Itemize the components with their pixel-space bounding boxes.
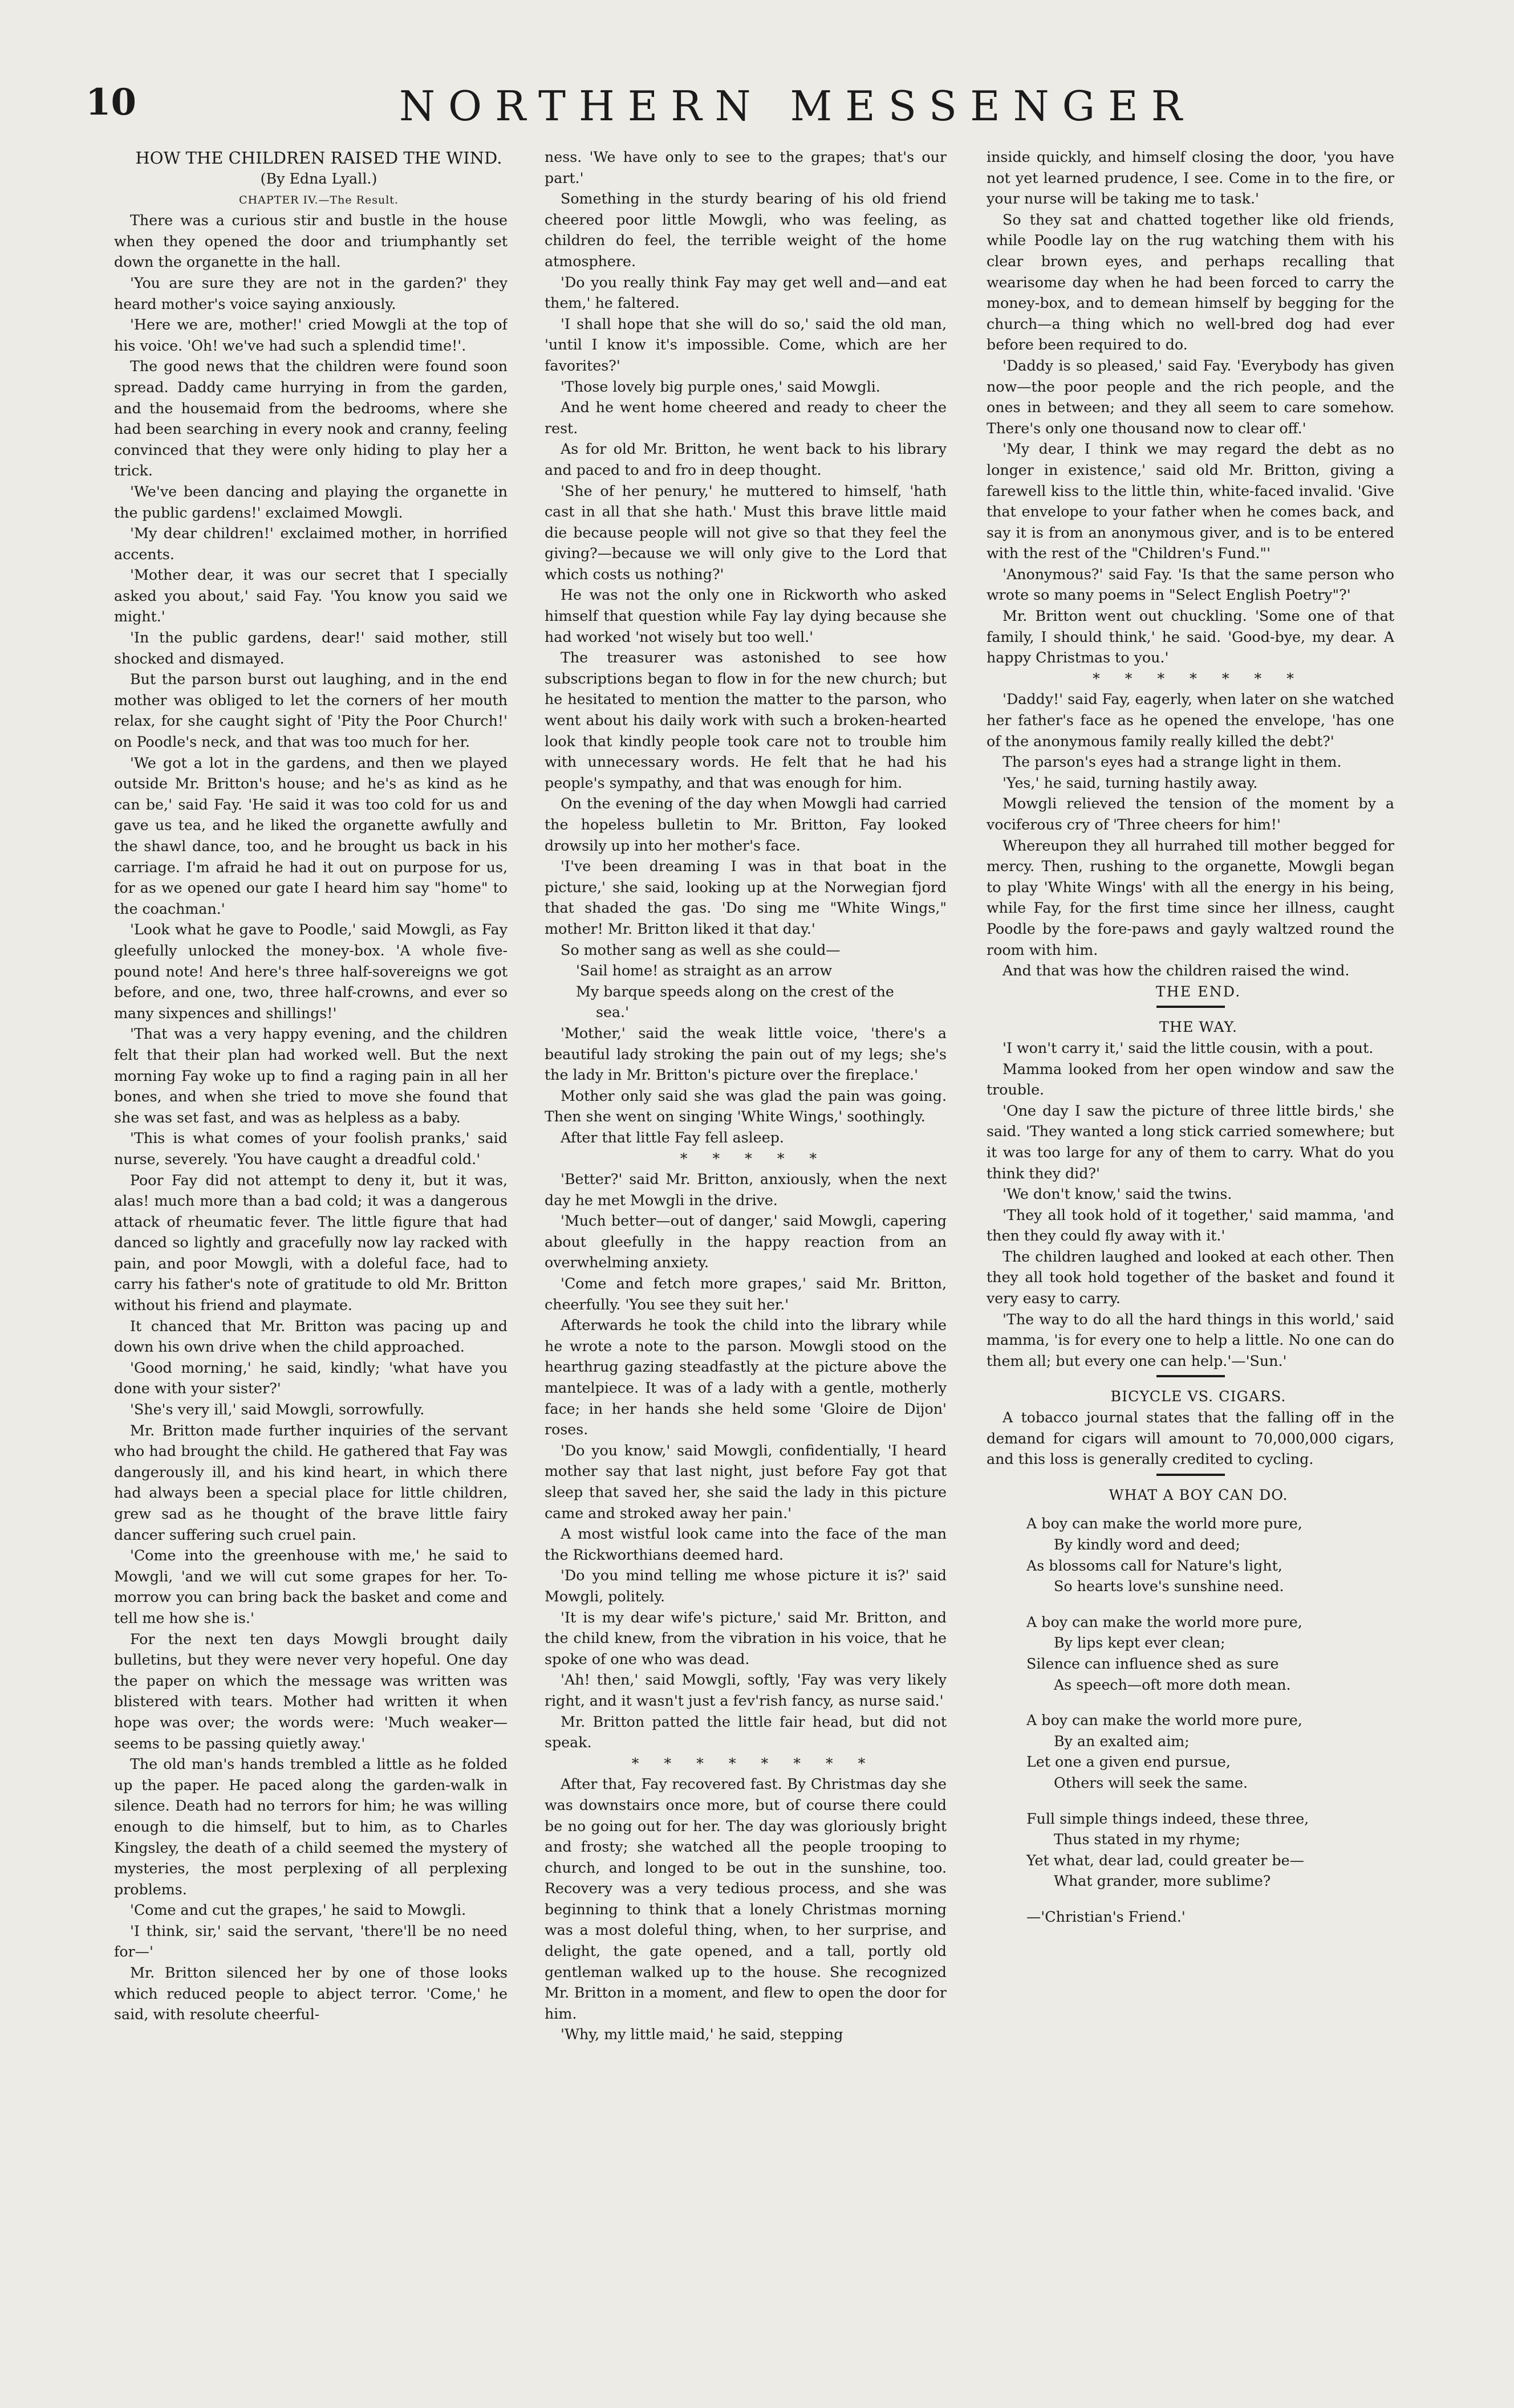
paragraph: 'I've been dreaming I was in that boat in the picture,' she said, looking up at the Norwegian fjord that shaded the gas. 'Do sing me "White Wings," mother! Mr. Britton liked it that day.' — [545, 858, 947, 937]
poem-line: A boy can make the world more pure, — [1026, 1712, 1302, 1729]
column-3-paragraphs-a — [987, 210, 1394, 669]
paragraph: 'You are sure they are not in the garden?' they heard mother's voice saying anxiously. — [114, 274, 508, 312]
paragraph: 'Come and cut the grapes,' he said to Mowgli. — [130, 1902, 466, 1919]
poem-line: Let one a given end pursue, — [1026, 1754, 1231, 1771]
paragraph: 'That was a very happy evening, and the children felt that their plan had worked well. But the next morning Fay woke up to find a raging pain in all her bones, and when she tried to move she found that she was set fast, and was as helpless as a baby. — [114, 1026, 508, 1126]
paragraph: It chanced that Mr. Britton was pacing up and down his own drive when the child approached. — [114, 1317, 508, 1356]
the-way-title: THE WAY. — [1159, 1019, 1237, 1036]
poem-line: What grander, more sublime? — [1054, 1873, 1271, 1890]
paragraph: And he went home cheered and ready to cheer the rest. — [545, 399, 947, 437]
paragraph: The good news that the children were found soon spread. Daddy came hurrying in from the garden, and the housemaid from the bedrooms, where she had been searching in every nook and cranny, feeling convinced that they were only hiding to play her a trick. — [114, 358, 508, 479]
poem-line: Silence can influence shed as sure — [1026, 1655, 1279, 1672]
paragraph: There was a curious stir and bustle in the house when they opened the door and triumphantly set down the organette in the hall. — [114, 212, 508, 271]
song-verse — [545, 961, 947, 1023]
paragraph: 'Daddy is so pleased,' said Fay. 'Everybody has given now—the poor people and the rich people, and the ones in between; and they all seem to care somehow. There's only one thousand now to clear off.' — [987, 357, 1394, 437]
chapter-heading: CHAPTER IV.—The Result. — [239, 193, 399, 206]
paragraph: 'The way to do all the hard things in this world,' said mamma, 'is for every one to help a little. No one can do them all; but every one can help.'—'Sun.' — [987, 1311, 1394, 1369]
paragraph: 'Daddy!' said Fay, eagerly, when later on she watched her father's face as he opened the envelope, 'has one of the anonymous family really killed the debt?' — [987, 691, 1394, 750]
poem-line: So hearts love's sunshine need. — [1054, 1578, 1284, 1595]
poem-line: By an exalted aim; — [1054, 1732, 1190, 1750]
paragraph: 'My dear children!' exclaimed mother, in horrified accents. — [114, 525, 508, 563]
column-3 — [987, 147, 1394, 2256]
poem-title: WHAT A BOY CAN DO. — [1109, 1486, 1288, 1503]
column-2-paragraphs-c — [545, 1169, 947, 1754]
the-end-label: THE END. — [1155, 983, 1241, 1000]
page-number: 10 — [86, 81, 137, 124]
paragraph: 'They all took hold of it together,' said mamma, 'and then they could fly away with it.' — [987, 1206, 1394, 1244]
poem-line: By kindly word and deed; — [1054, 1536, 1240, 1553]
paragraph: 'Do you really think Fay may get well and—and eat them,' he faltered. — [545, 274, 947, 312]
paragraph: He was not the only one in Rickworth who asked himself that question while Fay lay dying because she had worked 'not wisely but too well.' — [545, 587, 947, 645]
poem-line: As speech—oft more doth mean. — [1054, 1676, 1291, 1693]
section-stars: * * * * * * * * — [631, 1755, 876, 1772]
paragraph: ness. 'We have only to see to the grapes; that's our part.' — [545, 149, 947, 186]
paragraph: So mother sang as well as she could— — [561, 941, 841, 958]
paragraph: Poor Fay did not attempt to deny it, but it was, alas! much more than a bad cold; it was a dangerous attack of rheumatic fever. The little figure that had danced so lightly and gracefully now lay racked with pain, and poor Mowgli, with a doleful face, had to carry his father's note of gratitude to old Mr. Britton without his friend and playmate. — [114, 1172, 508, 1314]
paragraph: 'Why, my little maid,' he said, stepping — [561, 2026, 843, 2043]
poem-line: Full simple things indeed, these three, — [1026, 1810, 1309, 1827]
paragraph: 'It is my dear wife's picture,' said Mr. Britton, and the child knew, from the vibration in his voice, that he spoke of one who was dead. — [545, 1609, 947, 1667]
verse-line: 'Sail home! as straight as an arrow — [576, 962, 833, 979]
poem-line: Others will seek the same. — [1054, 1774, 1248, 1791]
paragraph: 'Here we are, mother!' cried Mowgli at the top of his voice. 'Oh! we've had such a splendid time!'. — [114, 316, 508, 354]
paragraph: Mr. Britton patted the little fair head, but did not speak. — [545, 1713, 947, 1751]
column-1-paragraphs — [114, 210, 508, 2025]
paragraph: 'We don't know,' said the twins. — [1002, 1186, 1232, 1203]
column-2-paragraphs-a — [545, 189, 947, 961]
story-byline: (By Edna Lyall.) — [260, 170, 378, 187]
divider-rule — [1156, 1006, 1225, 1008]
poem-line: Thus stated in my rhyme; — [1054, 1831, 1240, 1848]
bicycle-title: BICYCLE VS. CIGARS. — [1110, 1388, 1286, 1405]
paragraph: 'Anonymous?' said Fay. 'Is that the same person who wrote so many poems in "Select English Poetry"?' — [987, 566, 1394, 604]
paragraph: The old man's hands trembled a little as he folded up the paper. He paced along the garden-walk in silence. Death had no terrors for him; he was willing enough to die himself, but to him, as to Charles Kingsley, the death of a child seemed the mystery of mysteries, the most perplexing of all perplexing problems. — [114, 1756, 508, 1898]
paragraph: 'Mother dear, it was our secret that I specially asked you about,' said Fay. 'You know you said we might.' — [114, 567, 508, 625]
paragraph: 'My dear, I think we may regard the debt as no longer in existence,' said old Mr. Britton, giving a farewell kiss to the little thin, white-faced invalid. 'Give that envelope to your father when he comes back, and say it is from an anonymous giver, and is to be entered with the rest of the "Children's Fund."' — [987, 441, 1394, 562]
paragraph: Mamma looked from her open window and saw the trouble. — [987, 1060, 1394, 1099]
masthead-title: NORTHERN MESSENGER — [399, 82, 1195, 130]
poem-source: —'Christian's Friend.' — [1026, 1908, 1186, 1925]
paragraph: 'She's very ill,' said Mowgli, sorrowfully. — [130, 1401, 425, 1418]
bicycle-text: A tobacco journal states that the falling off in the demand for cigars will amount to 70,000,000 cigars, and this loss is generally credited to cycling. — [987, 1409, 1394, 1468]
paragraph: 'Do you know,' said Mowgli, confidentially, 'I heard mother say that last night, just before Fay got that sleep that saved her, she said the lady in this picture came and stroked away her pain.' — [545, 1442, 947, 1522]
paragraph: So they sat and chatted together like old friends, while Poodle lay on the rug watching them with his clear brown eyes, and perhaps recalling that wearisome day when he had been forced to carry the money-box, and to demean himself by begging for the church—a thing which no well-bred dog had ever before been required to do. — [987, 211, 1394, 353]
poem-line: As blossoms call for Nature's light, — [1026, 1557, 1282, 1574]
section-stars: * * * * * * * — [1093, 670, 1304, 687]
paragraph: 'Good morning,' he said, kindly; 'what have you done with your sister?' — [114, 1359, 508, 1397]
paragraph: Mother only said she was glad the pain was going. Then she went on singing 'White Wings,' soothingly. — [545, 1087, 947, 1125]
section-stars: * * * * * — [680, 1150, 827, 1167]
column-1 — [114, 147, 508, 2382]
paragraph: 'I won't carry it,' said the little cousin, with a pout. — [1002, 1039, 1374, 1056]
stanza-gap — [1026, 1892, 1394, 1907]
paragraph: Mr. Britton went out chuckling. 'Some one of that family, I should think,' he said. 'Good-bye, my dear. A happy Christmas to you.' — [987, 608, 1394, 666]
paragraph: 'Yes,' he said, turning hastily away. — [1002, 774, 1258, 791]
paragraph: Afterwards he took the child into the library while he wrote a note to the parson. Mowgli stood on the hearthrug gazing steadfastly at the picture above the mantelpiece. It was of a lady with a gentle, motherly face; in her hands she held some 'Gloire de Dijon' roses. — [545, 1317, 947, 1438]
paragraph: 'Do you mind telling me whose picture it is?' said Mowgli, politely. — [545, 1567, 947, 1605]
paragraph: 'We've been dancing and playing the organette in the public gardens!' exclaimed Mowgli. — [114, 483, 508, 521]
paragraph: inside quickly, and himself closing the door, 'you have not yet learned prudence, I see. Come in to the fire, or your nurse will be taking me to task.' — [987, 149, 1394, 208]
paragraph: 'I shall hope that she will do so,' said the old man, 'until I know it's impossible. Come, which are her favorites?' — [545, 315, 947, 374]
paragraph: But the parson burst out laughing, and in the end mother was obliged to let the corners of her mouth relax, for she caught sight of 'Pity the Poor Church!' on Poodle's neck, and that was too much for her. — [114, 671, 508, 751]
paragraph: 'This is what comes of your foolish pranks,' said nurse, severely. 'You have caught a dreadful cold.' — [114, 1130, 508, 1168]
stanza-gap — [1026, 1597, 1394, 1612]
paragraph: And that was how the children raised the wind. — [1002, 962, 1350, 979]
paragraph: For the next ten days Mowgli brought daily bulletins, but they were never very hopeful. One day the paper on which the message was written was blistered with tears. Mother had written it when hope was over; the words were: 'Much weaker—seems to be passing quietly away.' — [114, 1630, 508, 1752]
paragraph: 'One day I saw the picture of three little birds,' she said. 'They wanted a long stick carried somewhere; but it was too large for any of them to carry. What do you think they did?' — [987, 1102, 1394, 1182]
poem-line: Yet what, dear lad, could greater be— — [1026, 1852, 1304, 1869]
paragraph: 'Look what he gave to Poodle,' said Mowgli, as Fay gleefully unlocked the money-box. 'A whole five-pound note! And here's three half-sovereigns we got before, and one, two, three half-crowns, and ever so many sixpences and shillings!' — [114, 921, 508, 1022]
paragraph: Mr. Britton silenced her by one of those looks which reduced people to abject terror. 'Come,' he said, with resolute cheerful- — [114, 1964, 508, 2023]
paragraph: 'Ah! then,' said Mowgli, softly, 'Fay was very likely right, and it wasn't just a fev'rish fancy, as nurse said.' — [545, 1671, 947, 1709]
paragraph: 'She of her penury,' he muttered to himself, 'hath cast in all that she hath.' Must this brave little maid die because people will not give so that they feel the giving?—because we will only give to the Lord that which costs us nothing?' — [545, 482, 947, 583]
paragraph: 'Those lovely big purple ones,' said Mowgli. — [561, 378, 880, 395]
poem-line: A boy can make the world more pure, — [1026, 1613, 1302, 1630]
stanza-gap — [1026, 1695, 1394, 1710]
paragraph: The children laughed and looked at each other. Then they all took hold together of the basket and found it very easy to carry. — [987, 1248, 1394, 1307]
divider-rule — [1156, 1474, 1225, 1476]
the-way-paragraphs — [987, 1038, 1394, 1372]
paragraph: The parson's eyes had a strange light in them. — [1002, 754, 1342, 771]
verse-line: sea.' — [596, 1004, 630, 1021]
paragraph: 'I think, sir,' said the servant, 'there'll be no need for—' — [114, 1922, 508, 1960]
paragraph: 'We got a lot in the gardens, and then we played outside Mr. Britton's house; and he's as kind as he can be,' said Fay. 'He said it was too cold for us and gave us tea, and he liked the organette awfully and the shawl dance, too, and he brought us back in his carriage. I'm afraid he had it out on purpose for us, for as we opened our gate I heard him say "home" to the coachman.' — [114, 754, 508, 917]
paragraph: 'Much better—out of danger,' said Mowgli, capering about gleefully in the happy reaction from an overwhelming anxiety. — [545, 1213, 947, 1271]
column-3-paragraphs-b — [987, 689, 1394, 981]
paragraph: A most wistful look came into the face of the man the Rickworthians deemed hard. — [545, 1526, 947, 1563]
paragraph: Whereupon they all hurrahed till mother begged for mercy. Then, rushing to the organette, Mowgli began to play 'White Wings' with all the energy in his being, while Fay, for the first time since her illness, caught Poodle by the fore-paws and gayly waltzed round the room with him. — [987, 837, 1394, 958]
paragraph: As for old Mr. Britton, he went back to his library and paced to and fro in deep thought. — [545, 441, 947, 478]
paragraph: On the evening of the day when Mowgli had carried the hopeless bulletin to Mr. Britton, Fay looked drowsily up into her mother's face. — [545, 795, 947, 854]
paragraph: Something in the sturdy bearing of his old friend cheered poor little Mowgli, who was feeling, as children do feel, the terrible weight of the home atmosphere. — [545, 190, 947, 270]
column-2-paragraphs-b — [545, 1023, 947, 1149]
poem-body — [987, 1514, 1394, 1927]
paragraph: 'Come into the greenhouse with me,' he said to Mowgli, 'and we will cut some grapes for her. To-morrow you can bring back the basket and come and tell me how she is.' — [114, 1547, 508, 1626]
paragraph: After that, Fay recovered fast. By Christmas day she was downstairs once more, but of course there could be no going out for her. The day was gloriously bright and frosty; she watched all the people trooping to church, and longed to be out in the sunshine, too. Recovery was a very tedious process, and she was beginning to think that a lonely Christmas morning was a most doleful thing, when, to her surprise, and delight, the gate opened, and a tall, portly old gentleman walked up to the house. She recognized Mr. Britton in a moment, and flew to open the door for him. — [545, 1776, 947, 2022]
poem-line: By lips kept ever clean; — [1054, 1634, 1225, 1652]
column-2 — [545, 147, 947, 2256]
paragraph: 'Better?' said Mr. Britton, anxiously, when the next day he met Mowgli in the drive. — [545, 1171, 947, 1209]
divider-rule — [1156, 1375, 1225, 1377]
paragraph: Mr. Britton made further inquiries of the servant who had brought the child. He gathered that Fay was dangerously ill, and his kind heart, in which there had always been a special place for little children, grew sad as he thought of the brave little fairy dancer suffering such cruel pain. — [114, 1422, 508, 1543]
paragraph: 'Come and fetch more grapes,' said Mr. Britton, cheerfully. 'You see they suit her.' — [545, 1275, 947, 1313]
verse-line: My barque speeds along on the crest of the — [576, 983, 894, 1000]
paragraph: The treasurer was astonished to see how subscriptions began to flow in for the new church; but he hesitated to mention the matter to the parson, who went about his daily work with such a broken-hearted look that kindly people took care not to trouble him with unnecessary words. He felt that he had his people's sympathy, and that was enough for him. — [545, 649, 947, 791]
column-2-paragraphs-d — [545, 1774, 947, 2045]
paragraph: Mowgli relieved the tension of the moment by a vociferous cry of 'Three cheers for him!' — [987, 795, 1394, 833]
poem-line: A boy can make the world more pure, — [1026, 1515, 1302, 1532]
story-title: HOW THE CHILDREN RAISED THE WIND. — [135, 148, 502, 168]
paragraph: 'Mother,' said the weak little voice, 'there's a beautiful lady stroking the pain out of my legs; she's the lady in Mr. Britton's picture over the fireplace.' — [545, 1024, 947, 1084]
paragraph: After that little Fay fell asleep. — [561, 1129, 784, 1146]
stanza-gap — [1026, 1794, 1394, 1809]
paragraph: 'In the public gardens, dear!' said mother, still shocked and dismayed. — [114, 629, 508, 667]
